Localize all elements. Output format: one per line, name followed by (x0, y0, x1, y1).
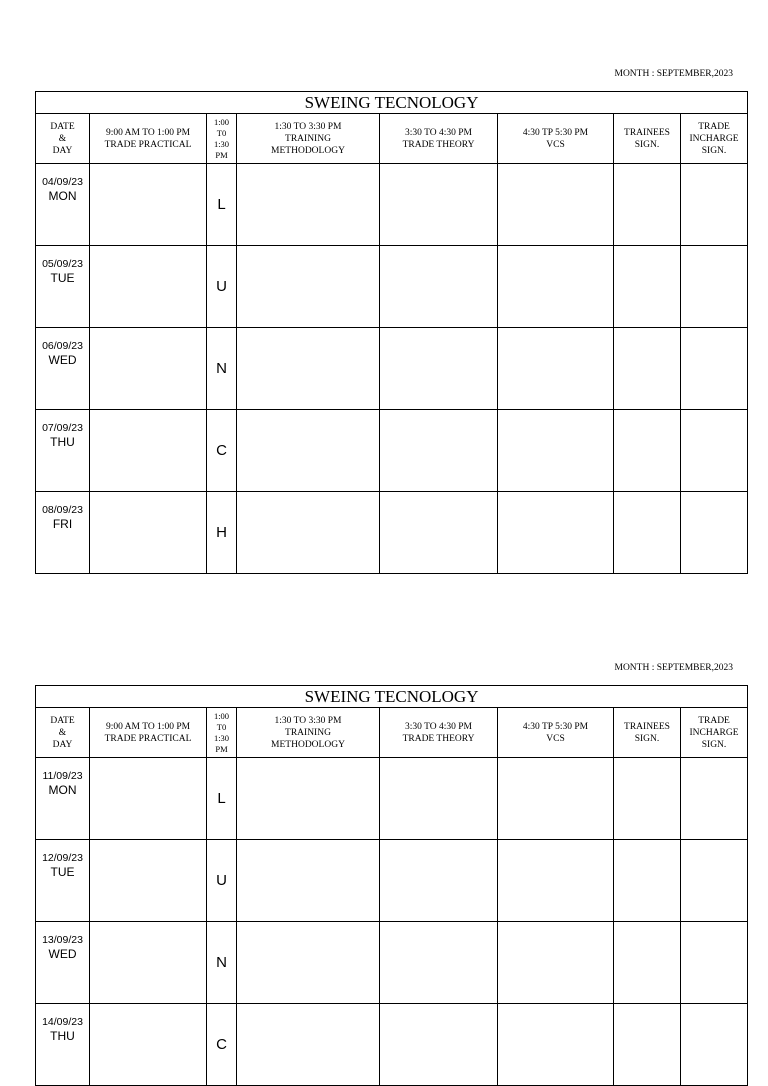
trade-incharge-sign-cell (681, 1004, 748, 1086)
timetable (35, 685, 748, 1086)
trade-incharge-sign-cell (681, 328, 748, 410)
vcs-cell (498, 758, 614, 840)
table-row (36, 1004, 748, 1086)
trade-practical-cell (90, 758, 207, 840)
date-cell: 06/09/23 WED (36, 328, 90, 410)
trainees-sign-cell (614, 492, 681, 574)
trainees-sign-cell (614, 410, 681, 492)
trade-theory-cell (380, 758, 498, 840)
trade-practical-cell (90, 492, 207, 574)
trainees-sign-cell (614, 758, 681, 840)
date-cell: 13/09/23 WED (36, 922, 90, 1004)
trainees-sign-cell (614, 246, 681, 328)
trade-incharge-sign-cell (681, 840, 748, 922)
vcs-cell (498, 492, 614, 574)
training-methodology-cell (237, 840, 380, 922)
header-trade-practical: 9:00 AM TO 1:00 PM TRADE PRACTICAL (90, 114, 207, 164)
trade-incharge-sign-cell (681, 492, 748, 574)
timetable-title: SWEING TECNOLOGY (36, 686, 748, 708)
trade-incharge-sign-cell (681, 922, 748, 1004)
lunch-cell: U (207, 840, 237, 922)
date-cell: 14/09/23 THU (36, 1004, 90, 1086)
training-methodology-cell (237, 410, 380, 492)
lunch-cell: U (207, 246, 237, 328)
vcs-cell (498, 328, 614, 410)
header-row (36, 114, 748, 164)
lunch-cell: N (207, 922, 237, 1004)
trainees-sign-cell (614, 840, 681, 922)
training-methodology-cell (237, 328, 380, 410)
date-cell: 08/09/23 FRI (36, 492, 90, 574)
vcs-cell (498, 246, 614, 328)
trade-practical-cell (90, 246, 207, 328)
training-methodology-cell (237, 922, 380, 1004)
vcs-cell (498, 410, 614, 492)
trade-theory-cell (380, 1004, 498, 1086)
trade-theory-cell (380, 328, 498, 410)
header-trade-theory: 3:30 TO 4:30 PM TRADE THEORY (380, 708, 498, 758)
lunch-cell: L (207, 164, 237, 246)
header-vcs: 4:30 TP 5:30 PM VCS (498, 114, 614, 164)
lunch-cell: H (207, 492, 237, 574)
header-training-methodology: 1:30 TO 3:30 PM TRAINING METHODOLOGY (237, 708, 380, 758)
date-cell: 11/09/23 MON (36, 758, 90, 840)
table-row (36, 246, 748, 328)
table-row (36, 328, 748, 410)
vcs-cell (498, 164, 614, 246)
header-trade-incharge-sign: TRADE INCHARGE SIGN. (681, 114, 748, 164)
date-cell: 05/09/23 TUE (36, 246, 90, 328)
lunch-cell: C (207, 410, 237, 492)
trade-theory-cell (380, 164, 498, 246)
vcs-cell (498, 1004, 614, 1086)
header-trade-practical: 9:00 AM TO 1:00 PM TRADE PRACTICAL (90, 708, 207, 758)
vcs-cell (498, 840, 614, 922)
header-trainees-sign: TRAINEES SIGN. (614, 114, 681, 164)
trade-practical-cell (90, 922, 207, 1004)
trade-practical-cell (90, 164, 207, 246)
table-row (36, 410, 748, 492)
trainees-sign-cell (614, 164, 681, 246)
trade-incharge-sign-cell (681, 758, 748, 840)
month-label: MONTH : SEPTEMBER,2023 (614, 69, 733, 79)
training-methodology-cell (237, 164, 380, 246)
timetable (35, 91, 748, 574)
table-row (36, 840, 748, 922)
trade-incharge-sign-cell (681, 164, 748, 246)
trade-incharge-sign-cell (681, 410, 748, 492)
lunch-cell: N (207, 328, 237, 410)
header-trainees-sign: TRAINEES SIGN. (614, 708, 681, 758)
date-cell: 04/09/23 MON (36, 164, 90, 246)
trade-theory-cell (380, 410, 498, 492)
date-cell: 07/09/23 THU (36, 410, 90, 492)
header-trade-incharge-sign: TRADE INCHARGE SIGN. (681, 708, 748, 758)
header-lunch-time: 1:00 T0 1:30 PM (207, 114, 237, 164)
training-methodology-cell (237, 492, 380, 574)
trade-practical-cell (90, 328, 207, 410)
trainees-sign-cell (614, 1004, 681, 1086)
timetable-title: SWEING TECNOLOGY (36, 92, 748, 114)
month-label: MONTH : SEPTEMBER,2023 (614, 663, 733, 673)
training-methodology-cell (237, 758, 380, 840)
vcs-cell (498, 922, 614, 1004)
table-row (36, 922, 748, 1004)
trade-theory-cell (380, 840, 498, 922)
trainees-sign-cell (614, 922, 681, 1004)
date-cell: 12/09/23 TUE (36, 840, 90, 922)
header-vcs: 4:30 TP 5:30 PM VCS (498, 708, 614, 758)
trade-practical-cell (90, 1004, 207, 1086)
training-methodology-cell (237, 246, 380, 328)
header-row (36, 708, 748, 758)
trade-theory-cell (380, 922, 498, 1004)
trade-theory-cell (380, 492, 498, 574)
lunch-cell: L (207, 758, 237, 840)
header-date-day: DATE & DAY (36, 708, 90, 758)
header-trade-theory: 3:30 TO 4:30 PM TRADE THEORY (380, 114, 498, 164)
table-row (36, 758, 748, 840)
header-date-day: DATE & DAY (36, 114, 90, 164)
trade-theory-cell (380, 246, 498, 328)
trade-incharge-sign-cell (681, 246, 748, 328)
header-training-methodology: 1:30 TO 3:30 PM TRAINING METHODOLOGY (237, 114, 380, 164)
table-row (36, 164, 748, 246)
trainees-sign-cell (614, 328, 681, 410)
training-methodology-cell (237, 1004, 380, 1086)
trade-practical-cell (90, 410, 207, 492)
lunch-cell: C (207, 1004, 237, 1086)
table-row (36, 492, 748, 574)
header-lunch-time: 1:00 T0 1:30 PM (207, 708, 237, 758)
trade-practical-cell (90, 840, 207, 922)
